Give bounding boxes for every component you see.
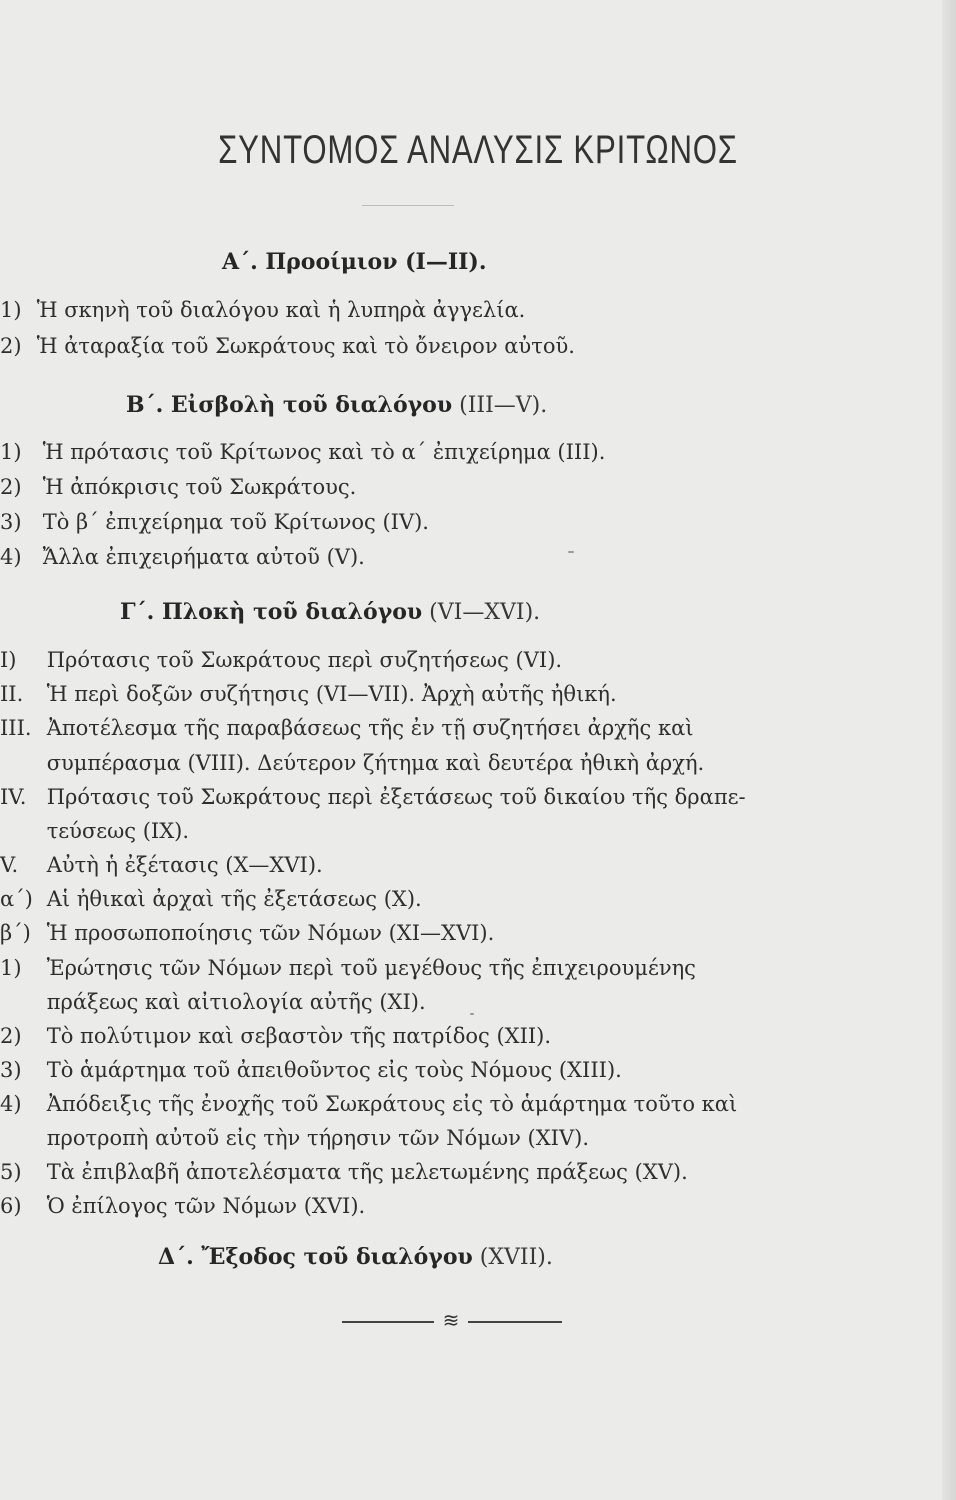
- list-item: [0, 1159, 688, 1185]
- list-item-number: 6): [0, 1194, 22, 1218]
- list-item-text: Ἐρώτησις τῶν Νόμων περὶ τοῦ μεγέθους τῆς ἐπιχειρουμένης: [46, 956, 696, 980]
- list-item-text: Τὸ β΄ ἐπιχείρημα τοῦ Κρίτωνος (IV).: [42, 510, 429, 534]
- list-item: [0, 1023, 551, 1049]
- list-item: [0, 509, 429, 535]
- section-d-heading-label: Δ΄. Ἔξοδος τοῦ διαλόγου: [158, 1244, 473, 1270]
- list-item-text: Ἀπόδειξις τῆς ἐνοχῆς τοῦ Σωκράτους εἰς τὸ ἁμάρτημα τοῦτο καὶ: [46, 1092, 738, 1116]
- list-item: [0, 681, 617, 707]
- list-item: [0, 1193, 365, 1219]
- list-item-text: προτροπὴ αὐτοῦ εἰς τὴν τήρησιν τῶν Νόμων (XIV).: [46, 1126, 590, 1150]
- list-item-number: β΄): [0, 921, 31, 945]
- list-item-number: III.: [0, 716, 32, 740]
- list-item-text: πράξεως καὶ αἰτιολογία αὐτῆς (XI).: [46, 990, 426, 1014]
- list-item: [0, 920, 494, 946]
- list-item-text: Πρότασις τοῦ Σωκράτους περὶ συζητήσεως (VI).: [46, 648, 563, 672]
- list-item-text: Ἡ σκηνὴ τοῦ διαλόγου καὶ ἡ λυπηρὰ ἀγγελία.: [36, 298, 526, 322]
- list-item-continuation: [0, 818, 189, 844]
- list-item: [0, 886, 422, 912]
- list-item-number: α΄): [0, 887, 33, 911]
- section-a-heading-label: Α΄. Προοίμιον (Ι—ΙΙ).: [222, 249, 487, 275]
- list-item: [0, 1057, 622, 1083]
- section-a-heading: [222, 248, 486, 277]
- page-title: ΣΥΝΤΟΜΟΣ ΑΝΑΛΥΣΙΣ ΚΡΙΤΩΝΟΣ: [218, 128, 738, 172]
- list-item-text: Τὸ πολύτιμον καὶ σεβαστὸν τῆς πατρίδος (XII).: [46, 1024, 552, 1048]
- list-item: [0, 474, 356, 500]
- list-item: [0, 297, 525, 323]
- section-d-heading-range: (XVII).: [479, 1245, 553, 1270]
- list-item: [0, 439, 605, 465]
- list-item-text: συμπέρασμα (VIII). Δεύτερον ζήτημα καὶ δευτέρα ἠθικὴ ἀρχή.: [46, 751, 705, 775]
- list-item-text: Ἡ περὶ δοξῶν συζήτησις (VI—VII). Ἀρχὴ αὐτῆς ἠθική.: [46, 682, 617, 706]
- ornament-left-bar: [342, 1321, 434, 1323]
- list-item-continuation: [0, 989, 426, 1015]
- list-item-number: 5): [0, 1160, 22, 1184]
- list-item-number: 4): [0, 545, 22, 569]
- list-item-number: II.: [0, 682, 24, 706]
- list-item: [0, 955, 696, 981]
- list-item-number: 1): [0, 440, 22, 464]
- list-item-text: Ἡ ἀπόκρισις τοῦ Σωκράτους.: [42, 475, 357, 499]
- list-item-number: 2): [0, 1024, 22, 1048]
- section-b-heading-range: (ΙΙΙ—V).: [459, 393, 548, 418]
- section-c-heading: [120, 598, 540, 627]
- list-item-number: 3): [0, 510, 22, 534]
- list-item: [0, 1091, 737, 1117]
- list-item-text: Πρότασις τοῦ Σωκράτους περὶ ἐξετάσεως τοῦ δικαίου τῆς δραπε-: [46, 785, 746, 809]
- list-item-text: Ἡ προσωποποίησις τῶν Νόμων (XI—XVI).: [46, 921, 495, 945]
- list-item: [0, 852, 323, 878]
- list-item-number: I): [0, 648, 17, 672]
- list-item-number: 4): [0, 1092, 22, 1116]
- title-rule: [362, 205, 454, 206]
- list-item: [0, 647, 562, 673]
- list-item-text: Αἱ ἠθικαὶ ἀρχαὶ τῆς ἐξετάσεως (X).: [46, 887, 422, 911]
- section-c-heading-range: (VI—XVI).: [429, 600, 541, 625]
- list-item-number: 2): [0, 475, 22, 499]
- list-item-text: Ἀποτέλεσμα τῆς παραβάσεως τῆς ἐν τῇ συζητήσει ἀρχῆς καὶ: [46, 716, 694, 740]
- list-item-text: Ἡ ἀταραξία τοῦ Σωκράτους καὶ τὸ ὄνειρον αὐτοῦ.: [36, 334, 575, 358]
- ornament-divider: [342, 1308, 562, 1332]
- paper-speck: [568, 551, 574, 553]
- list-item-number: 1): [0, 956, 22, 980]
- list-item-continuation: [0, 750, 704, 776]
- list-item-text: Τὸ ἁμάρτημα τοῦ ἀπειθοῦντος εἰς τοὺς Νόμους (XIII).: [46, 1058, 622, 1082]
- list-item-number: 1): [0, 298, 22, 322]
- list-item: [0, 784, 746, 810]
- list-item-number: V.: [0, 853, 19, 877]
- list-item-text: Ὁ ἐπίλογος τῶν Νόμων (XVI).: [46, 1194, 366, 1218]
- list-item-text: τεύσεως (IX).: [46, 819, 190, 843]
- list-item-number: IV.: [0, 785, 27, 809]
- section-b-heading-label: Β΄. Εἰσβολὴ τοῦ διαλόγου: [126, 392, 453, 418]
- list-item-text: Αὐτὴ ἡ ἐξέτασις (X—XVI).: [46, 853, 323, 877]
- section-d-heading: [158, 1243, 553, 1272]
- section-b-heading: [126, 391, 547, 420]
- list-item-number: 3): [0, 1058, 22, 1082]
- list-item-continuation: [0, 1125, 589, 1151]
- page-edge-shadow: [942, 0, 956, 1500]
- list-item-text: Τὰ ἐπιβλαβῆ ἀποτελέσματα τῆς μελετωμένης πράξεως (XV).: [46, 1160, 688, 1184]
- list-item: [0, 715, 693, 741]
- ornament-right-bar: [468, 1321, 562, 1323]
- list-item: [0, 544, 365, 570]
- list-item: [0, 333, 575, 359]
- list-item-number: 2): [0, 334, 22, 358]
- list-item-text: Ἄλλα ἐπιχειρήματα αὐτοῦ (V).: [42, 545, 365, 569]
- section-c-heading-label: Γ΄. Πλοκὴ τοῦ διαλόγου: [120, 599, 423, 625]
- paper-speck: [470, 1013, 474, 1015]
- list-item-text: Ἡ πρότασις τοῦ Κρίτωνος καὶ τὸ α΄ ἐπιχείρημα (ΙΙΙ).: [42, 440, 606, 464]
- ornament-flourish-icon: ≋: [442, 1308, 460, 1332]
